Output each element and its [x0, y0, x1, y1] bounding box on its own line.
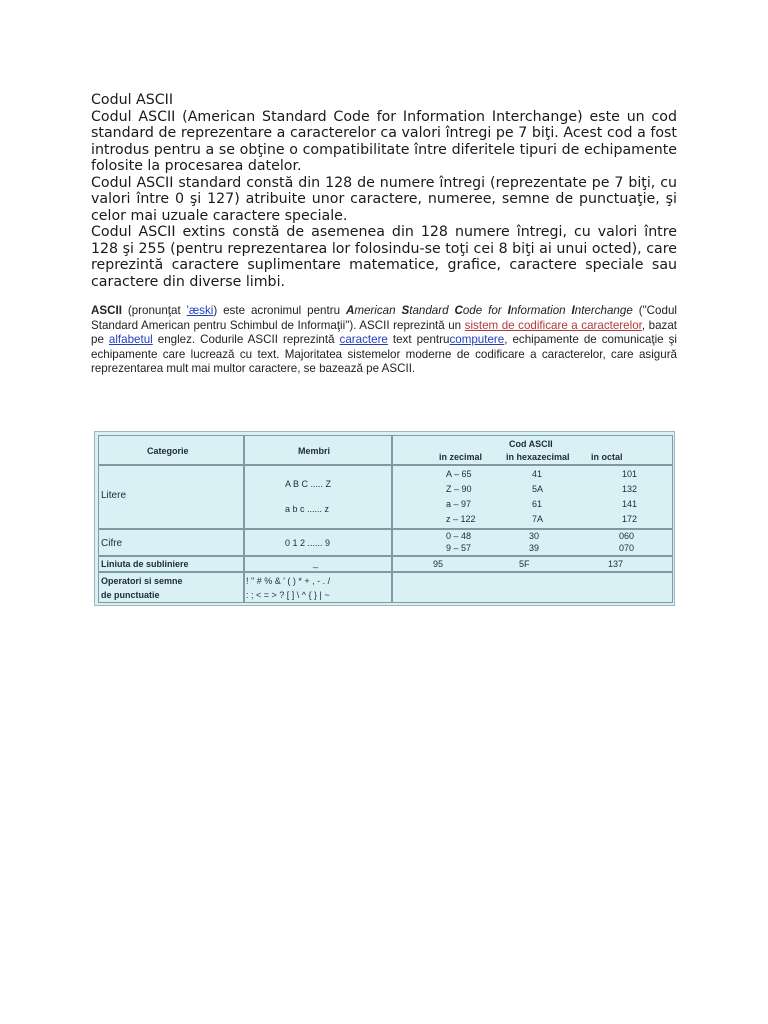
liniuta-dec: 95 — [433, 559, 444, 569]
liniuta-oct: 137 — [608, 559, 624, 569]
text-span: ) este acronimul pentru — [213, 304, 346, 317]
litere-label: Litere — [101, 490, 127, 501]
litere-oct: 141 — [622, 499, 638, 509]
alfabet-link[interactable]: alfabetul — [108, 333, 153, 346]
litere-mari: A B C ..... Z — [285, 479, 332, 489]
acronym-letter: I — [571, 304, 575, 317]
cifre-oct: 070 — [619, 543, 635, 553]
cifre-label-cell — [98, 529, 244, 556]
cifre-hex: 39 — [529, 543, 540, 553]
text-span: tandard — [409, 304, 455, 317]
cifre-oct: 060 — [619, 531, 635, 541]
header-categorie: Categorie — [147, 446, 189, 456]
acronym-letter: C — [454, 304, 463, 317]
doc-paragraph: Codul ASCII (American Standard Code for Information Interchange) este un cod standard de reprezentare a caracterelor ca valori întregi pe 7 biţi. Acest cod a fost introdus pentru a se obţine o compatibilitate între diferitele tipuri de echipamente folosite la procesarea datelor. — [91, 108, 677, 174]
acronym-letter: A — [345, 304, 355, 317]
cifre-dec: 9 – 57 — [446, 543, 472, 553]
header-membri-cell — [244, 435, 392, 465]
liniuta-hex: 5F — [519, 559, 530, 569]
header-octal: in octal — [591, 452, 623, 462]
text-span: for — [488, 304, 508, 317]
liniuta-coduri-cell — [392, 556, 673, 572]
sistem-codificare-link[interactable]: sistem de codificare a caracterelor — [464, 318, 642, 332]
header-hexazecimal: in hexazecimal — [506, 452, 570, 462]
litere-hex: 5A — [532, 484, 544, 494]
liniuta-label-cell — [98, 556, 244, 572]
litere-membri-cell — [244, 465, 392, 529]
litere-dec: z – 122 — [446, 514, 476, 524]
text-span: text pentru — [387, 333, 450, 346]
header-categorie-cell — [98, 435, 244, 465]
text-span: , bazat pe — [91, 318, 677, 346]
cifre-hex: 30 — [529, 531, 540, 541]
litere-mici: a b c ...... z — [285, 504, 330, 514]
operatori-membri: ! " # % & ' ( ) * + , - . / — [246, 576, 331, 586]
text-span: (pronunţat — [121, 304, 187, 317]
liniuta-membri-cell — [244, 556, 392, 572]
text-span: nterchange — [574, 304, 633, 317]
liniuta-membri: _ — [313, 558, 319, 568]
cifre-membri: 0 1 2 ...... 9 — [285, 538, 331, 548]
litere-coduri-cell — [392, 465, 673, 529]
ascii-term: ASCII — [91, 304, 122, 317]
operatori-label: de punctuatie — [101, 590, 160, 600]
text-span: , echipamente de comunicaţie şi echipamente care lucrează cu text. Majoritatea sistemelor moderne de codificare a caracterelor, care asigură reprezentarea mult mai multor caractere, se bazează pe ASCII. — [91, 333, 677, 375]
litere-oct: 101 — [622, 469, 638, 479]
litere-hex: 7A — [532, 514, 544, 524]
litere-oct: 132 — [622, 484, 638, 494]
acronym-letter: S — [401, 304, 410, 317]
header-zecimal: in zecimal — [439, 452, 483, 462]
header-cod-cell — [392, 435, 673, 465]
litere-oct: 172 — [622, 514, 638, 524]
operatori-coduri-cell — [392, 572, 673, 603]
litere-label-cell — [98, 465, 244, 529]
acronym-letter: I — [507, 304, 511, 317]
litere-dec: a – 97 — [446, 499, 472, 509]
litere-hex: 61 — [532, 499, 543, 509]
document-page — [91, 92, 677, 377]
header-cod-ascii: Cod ASCII — [509, 439, 553, 449]
litere-dec: A – 65 — [446, 469, 472, 479]
pronunciation-link[interactable]: 'æski — [186, 304, 214, 317]
operatori-label-cell — [98, 572, 244, 603]
ascii-table — [94, 431, 675, 606]
operatori-membri-cell — [244, 572, 392, 603]
text-span: englez. Codurile ASCII reprezintă — [152, 333, 340, 346]
text-span: ode — [462, 304, 483, 317]
litere-hex: 41 — [532, 469, 543, 479]
cifre-membri-cell — [244, 529, 392, 556]
cifre-coduri-cell — [392, 529, 673, 556]
doc-paragraph: Codul ASCII standard constă din 128 de numere întregi (reprezentate pe 7 biţi, cu valori între 0 şi 127) atribuite unor caractere, numeree, semne de punctuaţie, şi celor mai uzuale caractere speciale. — [91, 174, 677, 224]
operatori-label: Operatori si semne — [101, 576, 183, 586]
operatori-membri: : ; < = > ? [ ] \ ^ { } | ~ — [246, 590, 330, 600]
text-span: merican — [354, 304, 402, 317]
doc-paragraph: Codul ASCII extins constă de asemenea din 128 numere întregi, cu valori între 128 şi 255 (pentru reprezentarea lor folosindu-se toţi cei 8 biţi ai unui octed), care reprezintă caractere suplimentare matematice, grafice, caractere speciale sau caractere din diverse limbi. — [91, 224, 677, 290]
text-span: ("Codul Standard American pentru Schimbul de Informaţii"). ASCII reprezintă un — [91, 304, 677, 332]
computere-link[interactable]: computere — [449, 333, 505, 346]
header-membri: Membri — [298, 446, 331, 456]
caractere-link[interactable]: caractere — [339, 333, 388, 346]
cifre-label: Cifre — [101, 538, 123, 549]
wiki-excerpt — [91, 304, 677, 377]
cifre-dec: 0 – 48 — [446, 531, 472, 541]
litere-dec: Z – 90 — [446, 484, 472, 494]
doc-title: Codul ASCII — [91, 92, 174, 108]
liniuta-label: Liniuta de subliniere — [101, 559, 189, 569]
text-span: nformation — [510, 304, 572, 317]
